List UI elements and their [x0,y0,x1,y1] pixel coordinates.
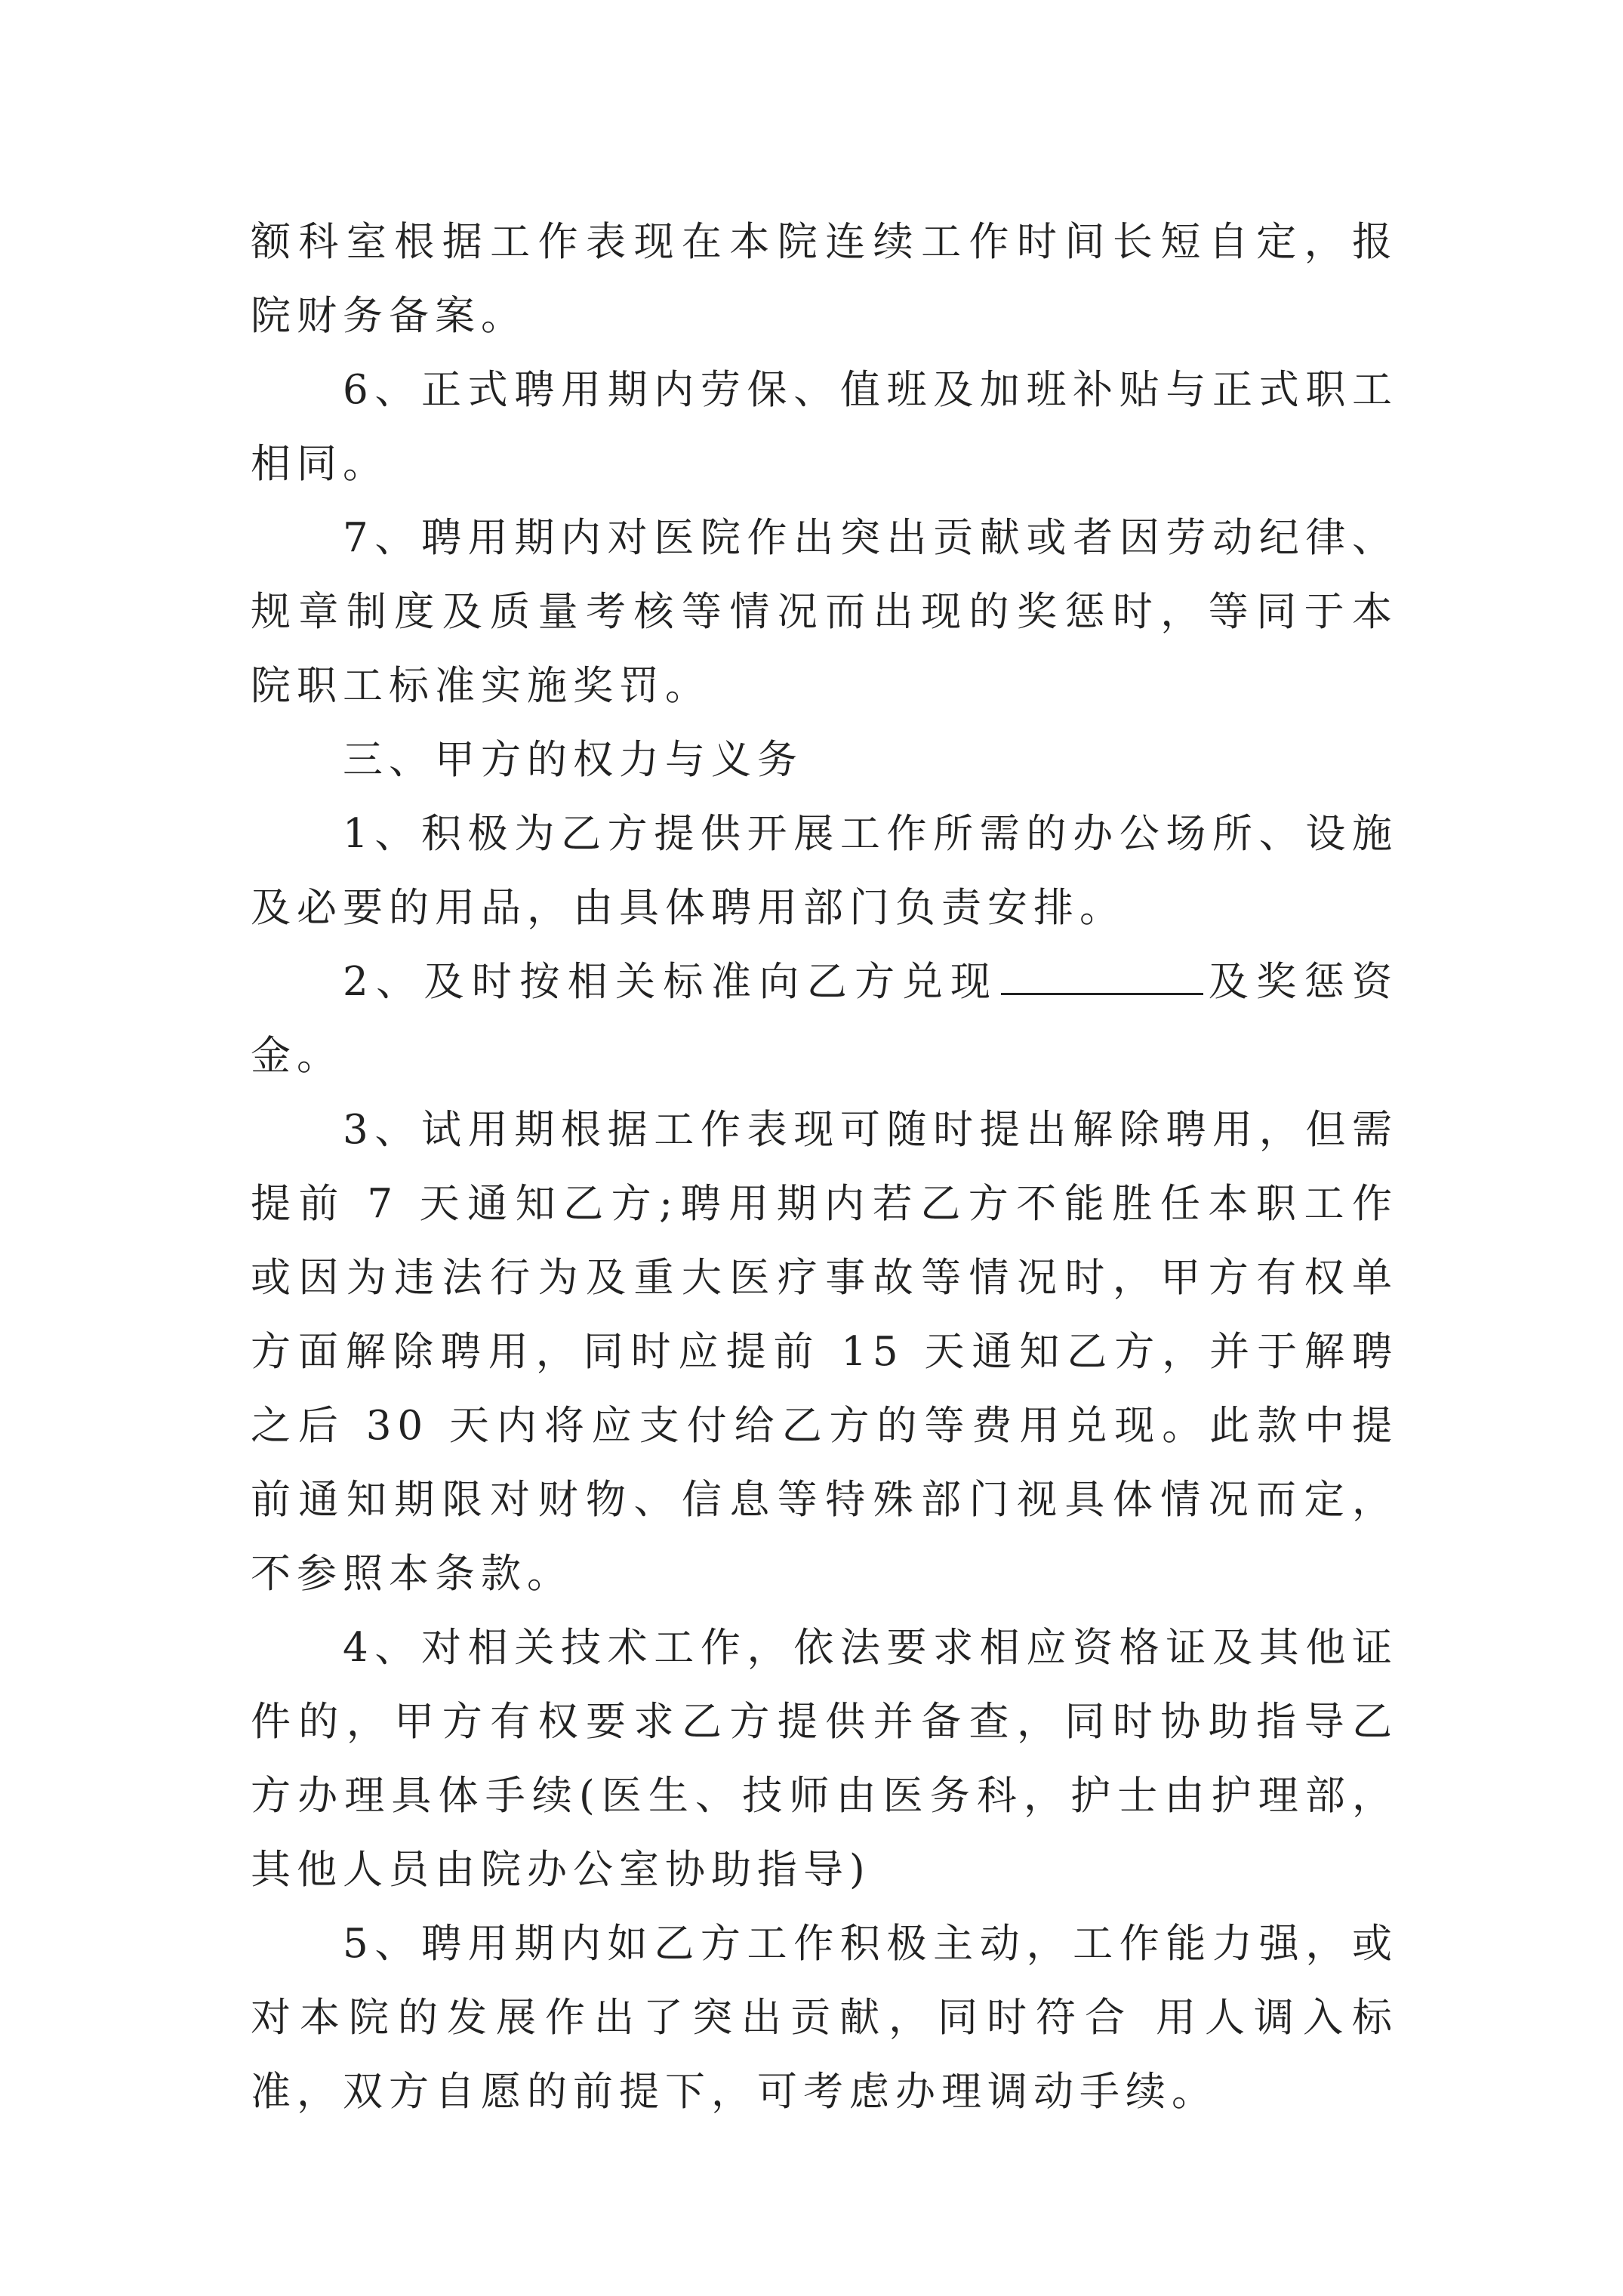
fill-in-blank [1001,958,1203,995]
paragraph-continuation: 额科室根据工作表现在本院连续工作时间长短自定，报院财务备案。 [251,219,1398,339]
document-body [251,205,1398,2129]
paragraph-item-2 [251,945,1398,1093]
paragraph-item-6: 6、正式聘用期内劳保、值班及加班补贴与正式职工相同。 [251,367,1398,487]
paragraph-item-3: 3、试用期根据工作表现可随时提出解除聘用，但需提前 7 天通知乙方;聘用期内若乙方不能胜任本职工作或因为违法行为及重大医疗事故等情况时，甲方有权单方面解除聘用，同时应提前 15 天通知乙方，并于解聘之后 30 天内将应支付给乙方的等费用兑现。此款中提前通知期限对财物、信息等特殊部门视具体情况而定，不参照本条款。 [251,1107,1398,1597]
paragraph-item-2-tail: 及奖惩资金。 [251,959,1398,1079]
section-heading-3: 三、甲方的权力与义务 [343,737,803,783]
paragraph-item-4: 4、对相关技术工作，依法要求相应资格证及其他证件的，甲方有权要求乙方提供并备查，同时协助指导乙方办理具体手续(医生、技师由医务科，护士由护理部，其他人员由院办公室协助指导) [251,1625,1398,1893]
paragraph-item-2-lead: 2、及时按相关标准向乙方兑现 [343,959,999,1005]
paragraph-item-1: 1、积极为乙方提供开展工作所需的办公场所、设施及必要的用品，由具体聘用部门负责安排。 [251,811,1398,931]
paragraph-item-7: 7、聘用期内对医院作出突出贡献或者因劳动纪律、规章制度及质量考核等情况而出现的奖惩时，等同于本院职工标准实施奖罚。 [251,515,1398,709]
paragraph-item-5: 5、聘用期内如乙方工作积极主动，工作能力强，或对本院的发展作出了突出贡献，同时符合 用人调入标准，双方自愿的前提下，可考虑办理调动手续。 [251,1921,1398,2115]
